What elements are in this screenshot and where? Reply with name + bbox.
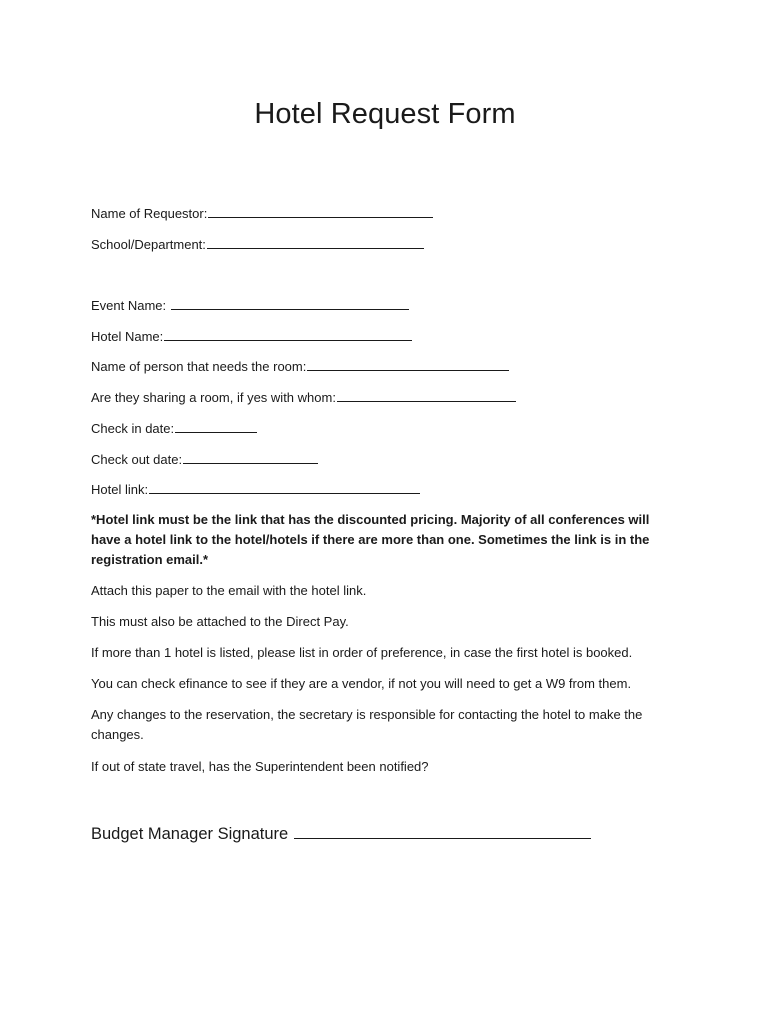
checkin-blank[interactable] <box>175 419 257 433</box>
instruction-changes: Any changes to the reservation, the secretary is responsible for contacting the hotel to make the changes. <box>91 707 643 742</box>
person-blank[interactable] <box>307 357 509 371</box>
instruction-attach: Attach this paper to the email with the hotel link. <box>91 583 367 598</box>
hotel-blank[interactable] <box>164 327 412 341</box>
instruction-preference: If more than 1 hotel is listed, please list in order of preference, in case the first hotel is booked. <box>91 645 633 660</box>
instruction-vendor: You can check efinance to see if they are a vendor, if not you will need to get a W9 from them. <box>91 676 632 691</box>
hotel-label: Hotel Name: <box>91 329 164 344</box>
link-blank[interactable] <box>149 480 420 494</box>
hotel-link-note: *Hotel link must be the link that has the discounted pricing. Majority of all conferences will have a hotel link to the hotel/hotels if there are more than one. Sometimes the link is in the registration email.* <box>91 512 650 567</box>
checkout-blank[interactable] <box>183 450 318 464</box>
event-blank[interactable] <box>171 296 409 310</box>
page-title: Hotel Request Form <box>254 98 516 130</box>
sharing-blank[interactable] <box>337 388 516 402</box>
requestor-field <box>91 204 433 222</box>
checkout-label: Check out date: <box>91 452 183 467</box>
sharing-field <box>91 388 516 406</box>
checkin-field <box>91 419 257 437</box>
instruction-direct-pay: This must also be attached to the Direct Pay. <box>91 614 349 629</box>
department-label: School/Department: <box>91 237 206 252</box>
link-field <box>91 480 420 498</box>
checkin-label: Check in date: <box>91 421 175 436</box>
requestor-blank[interactable] <box>208 204 433 218</box>
signature-blank[interactable] <box>294 822 591 839</box>
event-label: Event Name: <box>91 298 170 313</box>
checkout-field <box>91 450 318 468</box>
event-field <box>91 296 409 314</box>
signature-field <box>91 822 591 845</box>
department-blank[interactable] <box>207 235 424 249</box>
sharing-label: Are they sharing a room, if yes with whom: <box>91 390 336 405</box>
requestor-label: Name of Requestor: <box>91 206 208 221</box>
person-label: Name of person that needs the room: <box>91 359 307 374</box>
link-label: Hotel link: <box>91 482 149 497</box>
instruction-superintendent: If out of state travel, has the Superintendent been notified? <box>91 759 429 774</box>
hotel-field <box>91 327 412 345</box>
department-field <box>91 235 424 253</box>
signature-label: Budget Manager Signature <box>91 825 289 843</box>
person-field <box>91 357 509 375</box>
